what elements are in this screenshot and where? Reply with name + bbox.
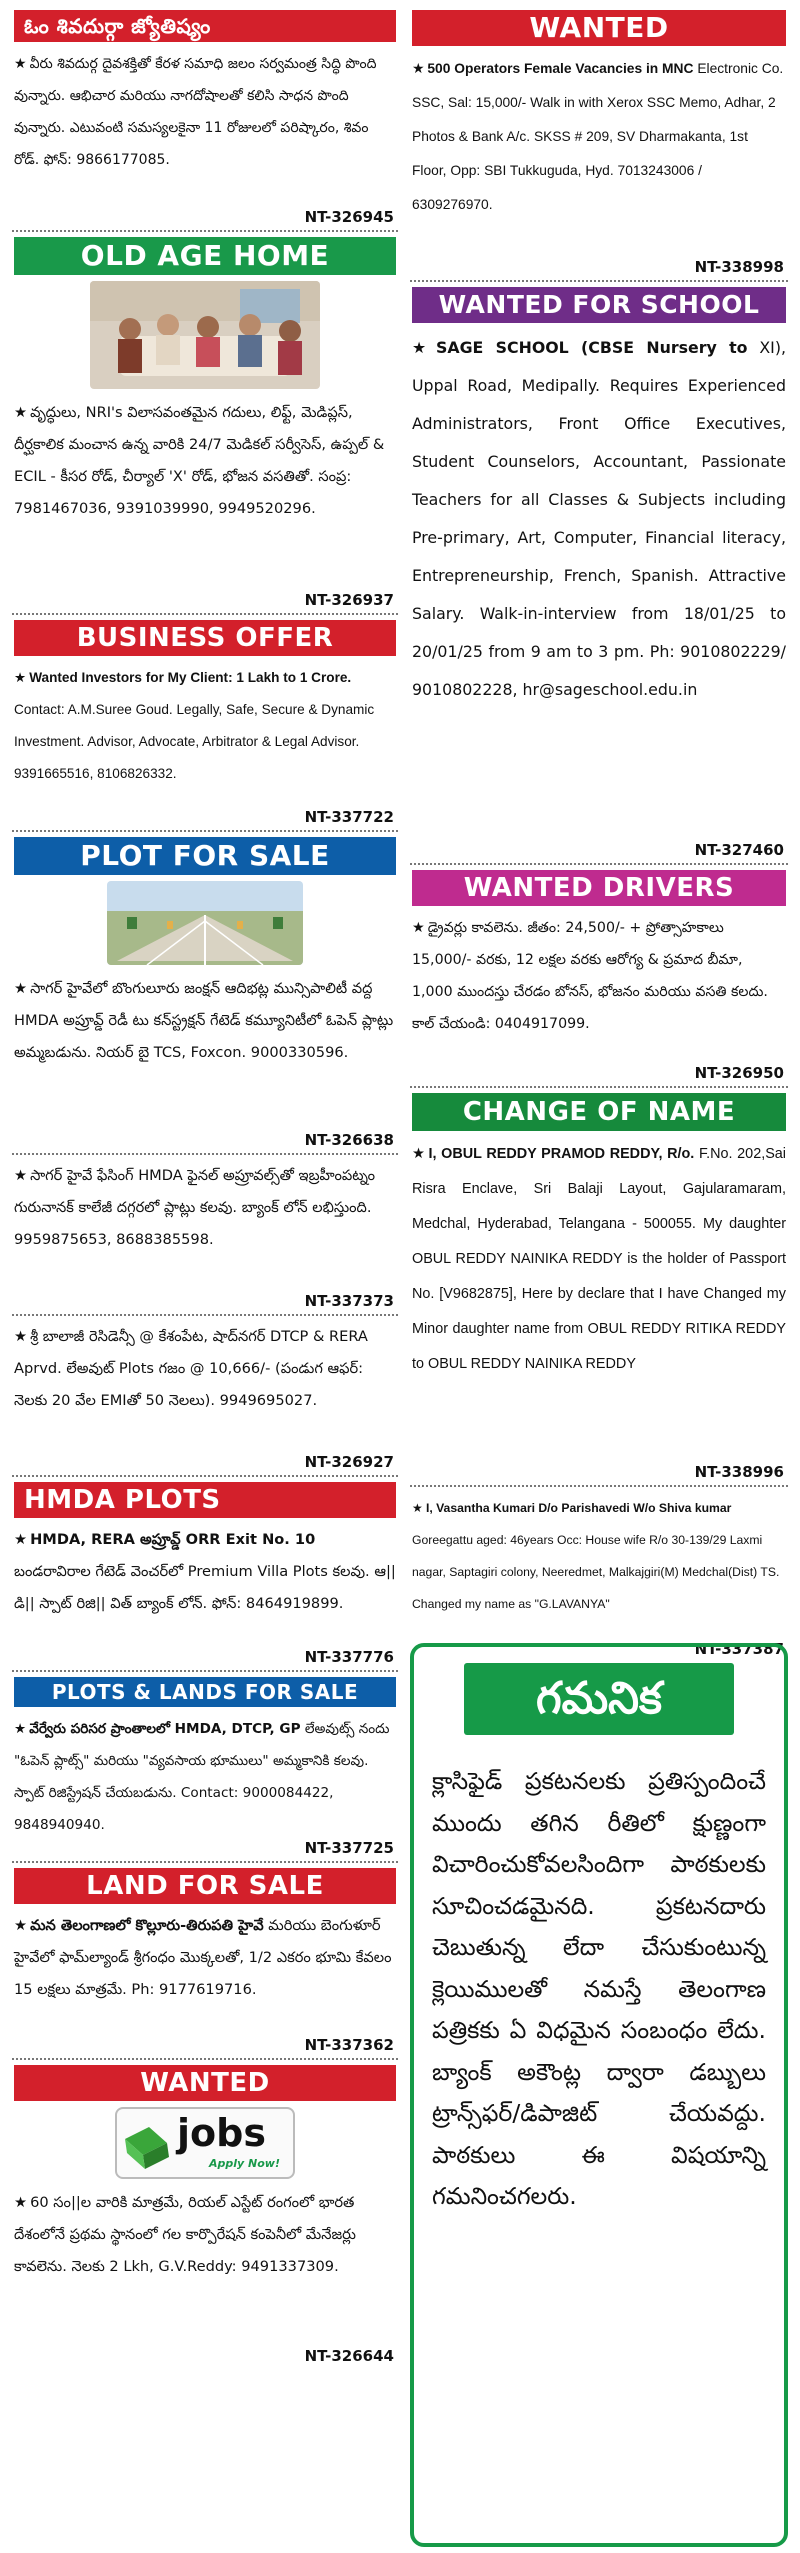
ad-code: NT-337722 (304, 808, 394, 826)
ad-header: OLD AGE HOME (14, 237, 396, 275)
ad-header: WANTED (412, 10, 786, 46)
star-icon: ★ (14, 1721, 27, 1737)
ad-code: NT-338998 (694, 258, 784, 276)
ad-text: ★ డ్రైవర్లు కావలెను. జీతం: 24,500/- + ప్రోత్సాహకాలు 15,000/- వరకు, 12 లక్షల వరకు ఆరోగ్య & ప్రమాద బీమా, 1,000 ముందస్తు చేరడం బోనస్, భోజనం మరియు వసతి కలదు. కాల్ చేయండి: 0404917099. (412, 920, 768, 1032)
star-icon: ★ (14, 1167, 28, 1184)
ad-code: NT-338996 (694, 1463, 784, 1481)
star-icon: ★ (14, 56, 27, 72)
jobs-logo-text: jobs (177, 2111, 266, 2155)
star-icon: ★ (412, 920, 425, 936)
left-column (12, 10, 398, 2372)
star-icon: ★ (412, 61, 425, 76)
ad-header: LAND FOR SALE (14, 1868, 396, 1904)
jobs-apply-now-logo (115, 2107, 295, 2179)
old-age-home-photo (90, 281, 320, 389)
ad-header: WANTED DRIVERS (412, 870, 786, 906)
ad-text: ★ సాగర్ హైవేలో బొంగులూరు జంక్షన్ ఆదిభట్ల మున్సిపాలిటీ వద్ద HMDA అప్రూవ్డ్ రెడీ టు కన్‌స్ట్రక్షన్ గేటెడ్ కమ్యూనిటీలో ఓపెన్ ప్లాట్లు అమ్మబడును. నియర్ బై TCS, Foxcon. 9000330596. (14, 980, 394, 1061)
star-icon: ★ (14, 2194, 28, 2211)
ad-balaji-residency (12, 1321, 398, 1477)
ad-text: ★ 500 Operators Female Vacancies in MNC Electronic Co. SSC, Sal: 15,000/- Walk in with Xerox SSC Memo, Adhar, 2 Photos & Bank A/c. SKSS # 209, SV Dharmakanta, 1st Floor, Opp: SBI Tukkuguda, Hyd. 7013243006 / 6309276970. (412, 61, 784, 212)
ad-text: ★ I, OBUL REDDY PRAMOD REDDY, R/o. F.No. 202,Sai Risra Enclave, Sri Balaji Layout, Gajularamaram, Medchal, Hyderabad, Telangana - 500055. My daughter OBUL REDDY NAINIKA REDDY is the holder of Passport No. [V9682875], Here by declare that I have Changed my Minor daughter name from OBUL REDDY RITIKA REDDY to OBUL REDDY NAINIKA REDDY (412, 1146, 786, 1372)
ad-text: ★ HMDA, RERA అప్రూవ్డ్ ORR Exit No. 10 బండరావిరాల గేటెడ్ వెంచర్‌లో Premium Villa Plots కలవు. ఆ|| డి|| స్పాట్ రిజి|| విత్ బ్యాంక్ లోన్. ఫోన్: 8464919899. (14, 1531, 396, 1612)
gamanika-text: క్లాసిఫైడ్ ప్రకటనలకు ప్రతిస్పందించే ముందు తగిన రీతిలో క్షుణ్ణంగా విచారించుకోవలసిందిగా పాఠకులకు సూచించడమైనది. ప్రకటనదారు చెబుతున్న లేదా చేసుకుంటున్న క్లెయిములతో నమస్తే తెలంగాణ పత్రికకు ఏ విధమైన సంబంధం లేదు. బ్యాంక్ అకౌంట్ల ద్వారా డబ్బులు ట్రాన్స్‌ఫర్/డిపాజిట్ చేయవద్దు. పాఠకులు ఈ విషయాన్ని గమనించగలరు. (432, 1767, 766, 2210)
ad-header: CHANGE OF NAME (412, 1093, 786, 1131)
ad-code: NT-337362 (304, 2036, 394, 2054)
ad-text: ★ మన తెలంగాణలో కొల్లూరు-తిరుపతి హైవే మరియు బెంగుళూర్ హైవేలో ఫామ్‌ల్యాండ్ శ్రీగంధం మొక్కలతో, 1/2 ఎకరం భూమి కేవలం 15 లక్షలు మాత్రమే. Ph: 9177619716. (14, 1917, 392, 1998)
ad-text: ★ శ్రీ బాలాజీ రెసిడెన్సీ @ కేశంపేట, షాద్‌నగర్ DTCP & RERA Aprvd. లేఅవుట్ Plots గజం @ 10,666/- (పండుగ ఆఫర్: నెలకు 20 వేల EMIతో 50 నెలలు). 9949695027. (14, 1328, 368, 1409)
plot-layout-photo (107, 881, 303, 965)
star-icon: ★ (14, 980, 28, 997)
ad-header: PLOTS & LANDS FOR SALE (14, 1677, 396, 1707)
ad-header: WANTED FOR SCHOOL (412, 287, 786, 323)
star-icon: ★ (412, 1501, 423, 1515)
ad-text: ★ సాగర్ హైవే ఫేసింగ్ HMDA ఫైనల్ అప్రూవల్స్‌తో ఇబ్రహీంపట్నం గురునానక్ కాలేజీ దగ్గరలో ప్లాట్లు కలవు. బ్యాంక్ లోన్ లభిస్తుంది. 9959875653, 8688385598. (14, 1167, 376, 1248)
ad-text: ★ వీరు శివదుర్గ దైవశక్తితో కేరళ సమాధి జలం సర్వమంత్ర సిద్ధి పొంది వున్నారు. ఆభిచార మరియు నాగదోషాలతో కలిసి సాధన పొంది వున్నారు. ఎటువంటి సమస్యలకైనా 11 రోజులలో పరిష్కారం, శివం రోడ్. ఫోన్: 9866177085. (14, 56, 377, 168)
ad-header: ఓం శివదుర్గా జ్యోతిష్యం (14, 10, 396, 42)
ad-code: NT-326950 (694, 1064, 784, 1082)
star-icon: ★ (412, 338, 433, 357)
gamanika-title: గమనిక (464, 1663, 734, 1735)
ad-plot-for-sale (12, 837, 398, 1155)
ad-land-for-sale (12, 1868, 398, 2060)
star-icon: ★ (14, 670, 27, 685)
ad-header: PLOT FOR SALE (14, 837, 396, 875)
apply-now-text: Apply Now! (209, 2157, 280, 2170)
star-icon: ★ (14, 404, 28, 421)
ad-code: NT-326937 (304, 591, 394, 609)
ad-wanted-operators (410, 10, 788, 282)
ad-code: NT-337373 (304, 1292, 394, 1310)
ad-code: NT-337725 (304, 1839, 394, 1857)
ad-wanted-school (410, 287, 788, 865)
ad-code: NT-337387 (694, 1640, 784, 1658)
gamanika-notice-box (410, 1640, 788, 2547)
ad-wanted-drivers (410, 870, 788, 1088)
star-icon: ★ (412, 1146, 426, 1162)
star-icon: ★ (14, 1328, 28, 1345)
star-icon: ★ (14, 1917, 28, 1934)
ad-code: NT-337776 (304, 1648, 394, 1666)
ad-text: ★ 60 సం||ల వారికి మాత్రమే, రియల్ ఎస్టేట్ రంగంలో భారత దేశంలోనే ప్రథమ స్థానంలో గల కార్పొరేషన్ కంపెనీలో మేనేజర్లు కావలెను. నెలకు 2 Lkh, G.V.Reddy: 9491337309. (14, 2194, 356, 2275)
ad-text: ★ Wanted Investors for My Client: 1 Lakh to 1 Crore. Contact: A.M.Suree Goud. Legally, Safe, Secure & Dynamic Investment. Advisor, Advocate, Arbitrator & Legal Advisor. 9391665516, 8106826332. (14, 670, 375, 781)
ad-jyothishyam (12, 10, 398, 232)
star-icon: ★ (14, 1531, 28, 1548)
ad-code: NT-326945 (304, 208, 394, 226)
ad-change-name-1 (410, 1093, 788, 1487)
right-column (410, 10, 788, 1667)
ad-sagar-highway (12, 1160, 398, 1316)
ad-header: BUSINESS OFFER (14, 620, 396, 656)
ad-text: ★ వేర్వేరు పరిసర ప్రాంతాలలో HMDA, DTCP, GP లేఅవుట్స్ నందు "ఓపెన్ ప్లాట్స్" మరియు "వ్యవసాయ భూములు" అమ్మకానికి కలవు. స్పాట్ రిజిస్ట్రేషన్ చేయబడును. Contact: 9000084422, 9848940940. (14, 1721, 390, 1833)
ad-text: ★ SAGE SCHOOL (CBSE Nursery to XI), Uppal Road, Medipally. Requires Experienced Administrators, Front Office Executives, Student Counselors, Accountant, Passionate Teachers for all Classes & Subjects including Pre-primary, Art, Computer, Financial literacy, Entrepreneurship, French, Spanish. Attractive Salary. Walk-in-interview from 18/01/25 to 20/01/25 from 9 am to 3 pm. Ph: 9010802229/ 9010802228, hr@sageschool.edu.in (412, 338, 787, 699)
ad-business-offer (12, 620, 398, 832)
ad-wanted-jobs (12, 2065, 398, 2367)
ad-plots-lands (12, 1677, 398, 1863)
ad-change-name-2 (410, 1492, 788, 1662)
ad-header: HMDA PLOTS (14, 1482, 396, 1518)
ad-old-age-home (12, 237, 398, 615)
ad-text: ★ I, Vasantha Kumari D/o Parishavedi W/o Shiva kumar Goreegattu aged: 46years Occ: House wife R/o 30-139/29 Laxmi nagar, Saptagiri colony, Neeredmet, Malkajgiri(M) Medchal(Dist) TS. Changed my name as "G.LAVANYA" (412, 1501, 780, 1611)
ad-code: NT-326638 (304, 1131, 394, 1149)
ad-hmda-plots (12, 1482, 398, 1672)
ad-code: NT-327460 (694, 841, 784, 859)
ad-code: NT-326644 (304, 2347, 394, 2365)
ad-code: NT-326927 (304, 1453, 394, 1471)
ad-header: WANTED (14, 2065, 396, 2101)
ad-text: ★ వృద్ధులు, NRI's విలాసవంతమైన గదులు, లిఫ్ట్, మెడిప్లస్, దీర్ఘకాలిక మంచాన ఉన్న వారికి 24/7 మెడికల్ సర్వీసెస్, ఉప్పల్ & ECIL - కీసర రోడ్, చీర్యాల్ 'X' రోడ్, భోజన వసతితో. సంప్ర: 7981467036, 9391039990, 9949520296. (14, 404, 385, 517)
